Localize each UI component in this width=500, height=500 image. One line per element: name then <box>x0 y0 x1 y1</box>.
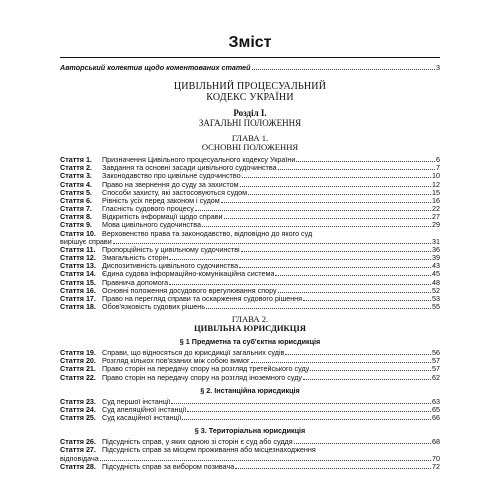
title-divider <box>60 57 440 58</box>
paragraph-heading-2: § 2. Інстанційна юрисдикція <box>200 385 300 395</box>
toc-entry-title: Суд касаційної інстанції <box>102 414 182 423</box>
toc-entry-page: 6 <box>436 155 440 165</box>
toc-entry-page: 15 <box>432 187 440 197</box>
toc-entry[interactable] <box>60 156 440 164</box>
toc-entry-title: Мова цивільного судочинства <box>102 221 202 230</box>
toc-entry[interactable] <box>60 287 440 295</box>
article-number: Стаття 24. <box>60 404 96 414</box>
toc-entry-title: Гласність судового процесу <box>102 205 194 214</box>
toc-entry-page: 10 <box>432 171 440 181</box>
toc-entry-title: Основні положення досудового врегулювання спору <box>102 286 277 295</box>
toc-entry-page: 65 <box>432 404 440 414</box>
leader-dots <box>251 362 431 363</box>
article-number: Стаття 18. <box>60 301 96 311</box>
book-title <box>60 82 440 103</box>
toc-entry-title: Авторський колектив щодо коментованих статей <box>60 63 251 72</box>
toc-entry-title: Суд апеляційної інстанції <box>102 405 187 414</box>
leader-dots <box>113 243 431 244</box>
leader-dots <box>171 403 431 404</box>
leader-dots <box>252 69 435 70</box>
toc-entry-title: Диспозитивність цивільного судочинства <box>102 262 239 271</box>
toc-entry-title-cont: вирішує справи <box>60 237 112 246</box>
toc-entry[interactable] <box>60 279 440 287</box>
article-number: Стаття 17. <box>60 293 96 303</box>
toc-entry-article-27[interactable] <box>60 446 440 462</box>
article-number: Стаття 1. <box>60 155 92 165</box>
book-title-line-1: ЦИВІЛЬНИЙ ПРОЦЕСУАЛЬНИЙ <box>173 81 327 93</box>
toc-entry-title: Єдина судова інформаційно-комунікаційна система <box>102 270 275 279</box>
leader-dots <box>310 370 431 371</box>
toc-entry[interactable] <box>60 205 440 213</box>
toc-entry-page: 45 <box>432 269 440 279</box>
section-number: Розділ І. <box>233 108 267 119</box>
leader-dots <box>195 210 431 211</box>
toc-entry[interactable] <box>60 197 440 205</box>
article-number: Стаття 12. <box>60 253 96 263</box>
toc-entry-article-28[interactable] <box>60 463 440 471</box>
toc-entry-page: 57 <box>432 356 440 366</box>
toc-entry-title: Призначення Цивільного процесуального кодексу України <box>102 156 296 165</box>
toc-entry-title: Підсудність справ за місцем проживання або місцезнаходження <box>102 445 316 455</box>
leader-dots <box>242 177 431 178</box>
leader-dots <box>294 443 431 444</box>
toc-entry-page: 66 <box>432 413 440 423</box>
toc-entry-page: 27 <box>432 212 440 222</box>
leader-dots <box>240 186 431 187</box>
chapter-number: ГЛАВА 2. <box>231 314 269 325</box>
toc-entry-page: 68 <box>432 437 440 447</box>
chapter-number: ГЛАВА 1. <box>231 133 269 144</box>
toc-entry-title: Право на звернення до суду за захистом <box>102 180 239 189</box>
toc-entry-page: 63 <box>432 396 440 406</box>
article-number: Стаття 21. <box>60 364 96 374</box>
toc-entry-title: Право сторін на передачу спору на розгляд третейського суду <box>102 365 310 374</box>
toc-entry-intro[interactable] <box>60 64 440 72</box>
leader-dots <box>169 259 431 260</box>
toc-entry[interactable] <box>60 262 440 270</box>
chapter-heading-1 <box>60 134 440 152</box>
toc-entry-title: Завдання та основні засади цивільного судочинства <box>102 164 277 173</box>
toc-entry-title: Розгляд кількох пов'язаних між собою вимог <box>102 357 250 366</box>
leader-dots <box>221 202 431 203</box>
leader-dots <box>278 169 435 170</box>
leader-dots <box>239 267 431 268</box>
toc-entry-page: 36 <box>432 244 440 254</box>
article-number: Стаття 14. <box>60 269 96 279</box>
leader-dots <box>224 218 431 219</box>
toc-entry-title: Право на перегляд справи та оскарження судового рішення <box>102 294 303 303</box>
leader-dots <box>235 468 431 469</box>
toc-entry-title: Обов'язковість судових рішень <box>102 302 205 311</box>
toc-list-chapter-1 <box>60 156 440 229</box>
leader-dots <box>248 194 431 195</box>
toc-entry[interactable] <box>60 303 440 311</box>
book-title-line-2: КОДЕКС УКРАЇНИ <box>206 91 294 103</box>
article-number: Стаття 26. <box>60 437 96 447</box>
toc-entry-page: 48 <box>432 277 440 287</box>
toc-entry-page: 72 <box>432 461 440 471</box>
toc-entry-article-10[interactable] <box>60 230 440 246</box>
article-number: Стаття 5. <box>60 187 92 197</box>
toc-entry-page: 52 <box>432 285 440 295</box>
toc-entry-page: 22 <box>432 204 440 214</box>
article-number: Стаття 4. <box>60 179 92 189</box>
toc-entry-title: Рівність усіх перед законом і судом <box>102 196 220 205</box>
toc-entry-title-cont: відповідача <box>60 454 99 463</box>
toc-entry[interactable] <box>60 246 440 254</box>
toc-entry-page: 56 <box>432 348 440 358</box>
leader-dots <box>187 411 431 412</box>
article-number: Стаття 3. <box>60 171 92 181</box>
toc-entry-page: 3 <box>436 63 440 72</box>
paragraph-heading-1: § 1 Предметна та суб'єктна юрисдикція <box>179 337 321 347</box>
article-number: Стаття 15. <box>60 277 96 287</box>
toc-entry-title: Способи захисту, які застосовуються судом <box>102 188 248 197</box>
section-title: ЗАГАЛЬНІ ПОЛОЖЕННЯ <box>198 117 302 128</box>
toc-entry-page: 55 <box>432 301 440 311</box>
toc-entry[interactable] <box>60 349 440 357</box>
toc-entry[interactable] <box>60 189 440 197</box>
chapter-heading-2 <box>60 315 440 333</box>
toc-entry-page: 7 <box>436 163 440 173</box>
leader-dots <box>278 292 431 293</box>
toc-entry-title: Суд першої інстанції <box>102 397 171 406</box>
leader-dots <box>303 300 431 301</box>
article-number: Стаття 28. <box>60 461 96 471</box>
article-number: Стаття 7. <box>60 204 92 214</box>
toc-list-para-1 <box>60 349 440 382</box>
article-number: Стаття 22. <box>60 372 96 382</box>
toc-entry-title: Змагальність сторін <box>102 254 169 263</box>
toc-entry-title: Справи, що відносяться до юрисдикції загальних судів <box>102 349 285 358</box>
toc-entry-page: 16 <box>432 195 440 205</box>
article-number: Стаття 6. <box>60 195 92 205</box>
leader-dots <box>206 308 431 309</box>
article-number: Стаття 10. <box>60 228 96 238</box>
toc-entry-title: Законодавство про цивільне судочинство <box>102 172 241 181</box>
toc-entry[interactable] <box>60 254 440 262</box>
toc-entry[interactable] <box>60 365 440 373</box>
article-number: Стаття 27. <box>60 445 96 455</box>
article-number: Стаття 2. <box>60 163 92 173</box>
toc-entry-page: 62 <box>432 372 440 382</box>
article-number: Стаття 19. <box>60 348 96 358</box>
paragraph-heading-3: § 3. Територіальна юрисдикція <box>194 426 306 436</box>
leader-dots <box>202 226 431 227</box>
toc-entry-page: 53 <box>432 293 440 303</box>
article-number: Стаття 8. <box>60 212 92 222</box>
section-heading <box>60 109 440 128</box>
toc-entry-page: 70 <box>432 453 440 463</box>
leader-dots <box>275 275 431 276</box>
toc-entry-title: Підсудність справ, у яких одною зі сторін є суд або суддя <box>102 438 293 447</box>
toc-entry[interactable] <box>60 213 440 221</box>
toc-entry-page: 12 <box>432 179 440 189</box>
toc-entry-title: Пропорційність у цивільному судочинстві <box>102 245 240 254</box>
toc-entry-page: 43 <box>432 261 440 271</box>
article-number: Стаття 9. <box>60 220 92 230</box>
toc-entry-title: Підсудність справ за вибором позивача <box>102 462 235 471</box>
leader-dots <box>303 379 431 380</box>
toc-entry-page: 31 <box>432 236 440 246</box>
toc-entry[interactable] <box>60 374 440 382</box>
toc-entry-page: 57 <box>432 364 440 374</box>
toc-entry-page: 29 <box>432 220 440 230</box>
toc-entry[interactable] <box>60 295 440 303</box>
chapter-title: ЦИВІЛЬНА ЮРИСДИКЦІЯ <box>193 323 307 334</box>
toc-entry-page: 39 <box>432 253 440 263</box>
toc-entry-title: Правнича допомога <box>102 278 169 287</box>
toc-entry[interactable] <box>60 172 440 180</box>
leader-dots <box>182 419 431 420</box>
article-number: Стаття 11. <box>60 244 96 254</box>
toc-entry[interactable] <box>60 181 440 189</box>
toc-list-para-2 <box>60 398 440 422</box>
article-number: Стаття 20. <box>60 356 96 366</box>
leader-dots <box>241 251 431 252</box>
toc-entry-title: Право сторін на передачу спору на розгляд іноземного суду <box>102 373 303 382</box>
article-number: Стаття 13. <box>60 261 96 271</box>
leader-dots <box>100 460 431 461</box>
toc-entry[interactable] <box>60 164 440 172</box>
chapter-title: ОСНОВНІ ПОЛОЖЕННЯ <box>201 142 299 153</box>
toc-entry[interactable] <box>60 406 440 414</box>
toc-entry[interactable] <box>60 270 440 278</box>
leader-dots <box>169 284 431 285</box>
toc-entry-title: Верховенство права та законодавство, відповідно до якого суд <box>102 228 313 238</box>
article-number: Стаття 25. <box>60 413 96 423</box>
leader-dots <box>296 161 435 162</box>
toc-list-chapter-1b <box>60 246 440 311</box>
article-number: Стаття 23. <box>60 396 96 406</box>
toc-entry[interactable] <box>60 414 440 422</box>
toc-entry[interactable] <box>60 398 440 406</box>
page-title: Зміст <box>228 34 272 51</box>
leader-dots <box>285 354 431 355</box>
article-number: Стаття 16. <box>60 285 96 295</box>
toc-entry[interactable] <box>60 357 440 365</box>
toc-entry-title: Відкритість інформації щодо справи <box>102 213 223 222</box>
